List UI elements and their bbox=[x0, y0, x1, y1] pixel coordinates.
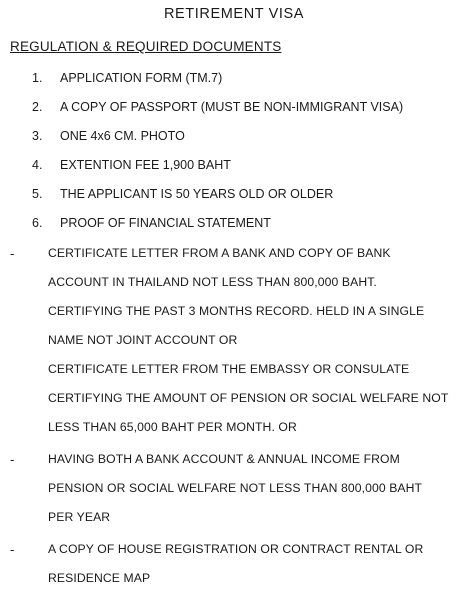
list-item-text: A COPY OF PASSPORT (MUST BE NON-IMMIGRANT VISA) bbox=[60, 100, 404, 114]
list-item bbox=[32, 216, 271, 230]
bullet-line: CERTIFYING THE PAST 3 MONTHS RECORD. HELD IN A SINGLE bbox=[48, 304, 425, 318]
bullet-line: NAME NOT JOINT ACCOUNT OR bbox=[48, 333, 238, 347]
bullet-line: HAVING BOTH A BANK ACCOUNT & ANNUAL INCOME FROM bbox=[48, 452, 400, 466]
list-item-number: 6. bbox=[32, 216, 43, 230]
bullet-line: LESS THAN 65,000 BAHT PER MONTH. OR bbox=[48, 420, 297, 434]
bullet-line: CERTIFICATE LETTER FROM THE EMBASSY OR CONSULATE bbox=[48, 362, 410, 376]
bullet-dash: - bbox=[10, 452, 15, 467]
bullet-line: RESIDENCE MAP bbox=[48, 571, 151, 585]
bullet-line: ACCOUNT IN THAILAND NOT LESS THAN 800,000 BAHT. bbox=[48, 275, 377, 289]
list-item-number: 2. bbox=[32, 100, 43, 114]
list-item bbox=[32, 187, 333, 201]
bullet-line: PER YEAR bbox=[48, 510, 111, 524]
list-item-text: PROOF OF FINANCIAL STATEMENT bbox=[60, 216, 271, 230]
bullet-line: A COPY OF HOUSE REGISTRATION OR CONTRACT RENTAL OR bbox=[48, 542, 424, 556]
bullet-dash: - bbox=[10, 542, 15, 557]
list-item-number: 5. bbox=[32, 187, 43, 201]
list-item-text: EXTENTION FEE 1,900 BAHT bbox=[60, 158, 231, 172]
list-item bbox=[32, 100, 403, 114]
bullet-line: CERTIFYING THE AMOUNT OF PENSION OR SOCIAL WELFARE NOT bbox=[48, 391, 449, 405]
page-title: RETIREMENT VISA bbox=[163, 6, 305, 22]
section-heading: REGULATION & REQUIRED DOCUMENTS bbox=[10, 39, 282, 54]
bullet-line: CERTIFICATE LETTER FROM A BANK AND COPY OF BANK bbox=[48, 246, 391, 260]
list-item-number: 1. bbox=[32, 71, 43, 85]
list-item-text: APPLICATION FORM (TM.7) bbox=[60, 71, 223, 85]
list-item-number: 4. bbox=[32, 158, 43, 172]
list-item-number: 3. bbox=[32, 129, 43, 143]
list-item bbox=[32, 158, 231, 172]
list-item-text: THE APPLICANT IS 50 YEARS OLD OR OLDER bbox=[60, 187, 334, 201]
list-item bbox=[32, 71, 222, 85]
list-item-text: ONE 4x6 CM. PHOTO bbox=[60, 129, 185, 143]
bullet-dash: - bbox=[10, 246, 15, 261]
list-item bbox=[32, 129, 185, 143]
bullet-line: PENSION OR SOCIAL WELFARE NOT LESS THAN 800,000 BAHT bbox=[48, 481, 423, 495]
